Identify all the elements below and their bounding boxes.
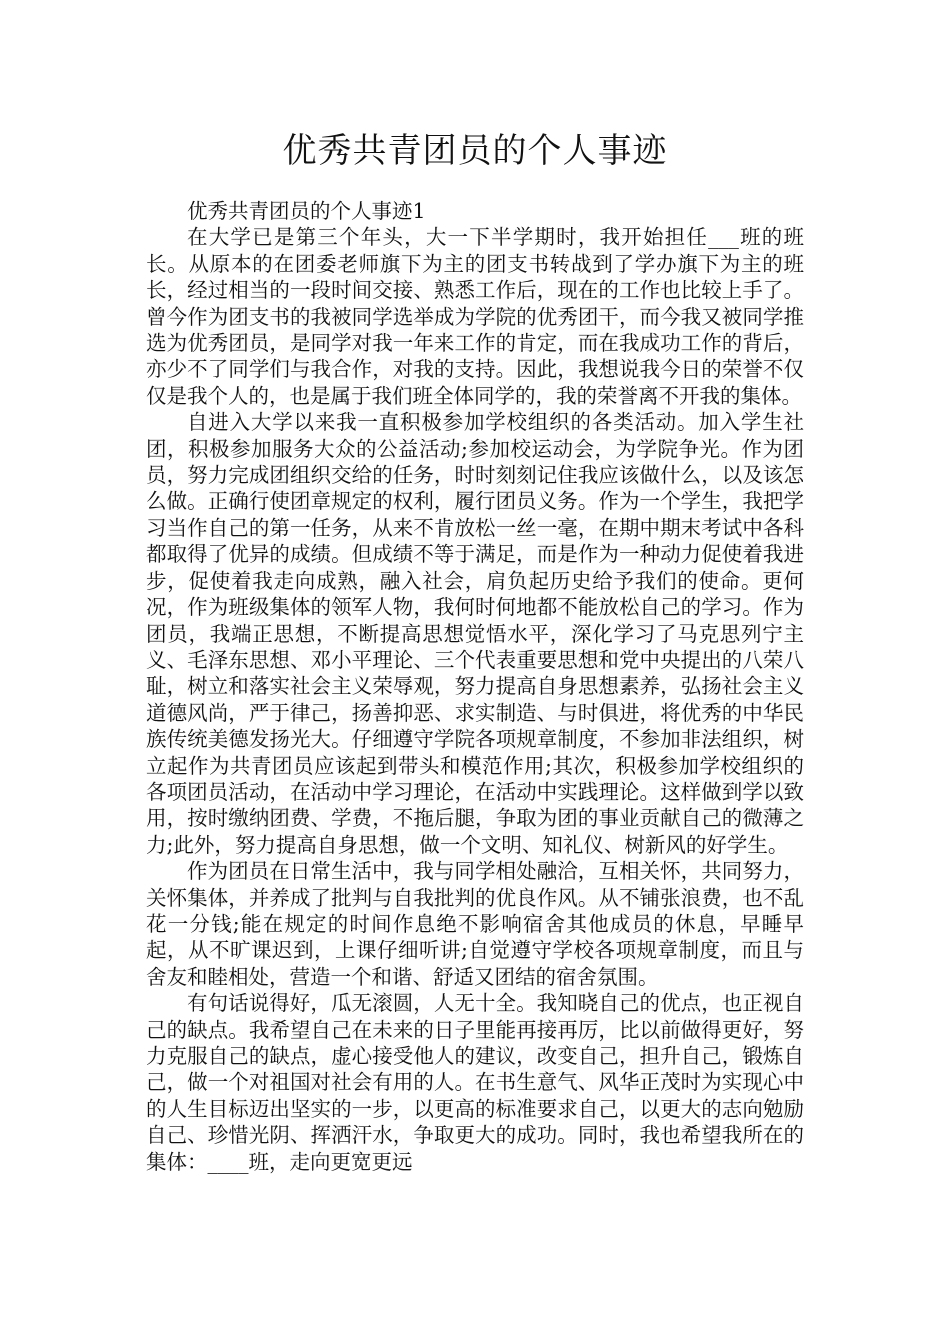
document-body (146, 198, 804, 1175)
section-heading: 优秀共青团员的个人事迹1 (187, 199, 426, 223)
document-title: 优秀共青团员的个人事迹 (282, 131, 668, 171)
paragraph-3: 作为团员在日常生活中，我与同学相处融洽，互相关怀，共同努力，关怀集体，并养成了批判与自我批判的优良作风。从不铺张浪费，也不乱花一分钱;能在规定的时间作息绝不影响宿舍其他成员的休息，早睡早起，从不旷课迟到，上课仔细听讲;自觉遵守学校各项规章制度，而且与舍友和睦相处，营造一个和谐、舒适又团结的宿舍氛围。 (146, 859, 804, 989)
paragraph-1: 在大学已是第三个年头，大一下半学期时，我开始担任___班的班长。从原本的在团委老师旗下为主的团支书转战到了学办旗下为主的班长，经过相当的一段时间交接、熟悉工作后，现在的工作也比较上手了。曾今作为团支书的我被同学选举成为学院的优秀团干，而今我又被同学推选为优秀团员，是同学对我一年来工作的肯定，而在我成功工作的背后，亦少不了同学们与我合作，对我的支持。因此，我想说我今日的荣誉不仅仅是我个人的，也是属于我们班全体同学的，我的荣誉离不开我的集体。 (146, 225, 804, 408)
paragraph-4: 有句话说得好，瓜无滚圆，人无十全。我知晓自己的优点，也正视自己的缺点。我希望自己在未来的日子里能再接再厉，比以前做得更好，努力克服自己的缺点，虚心接受他人的建议，改变自己，担升自己，锻炼自己，做一个对祖国对社会有用的人。在书生意气、风华正茂时为实现心中的人生目标迈出坚实的一步，以更高的标准要求自己，以更大的志向勉励自己、珍惜光阴、挥洒汗水，争取更大的成功。同时，我也希望我所在的集体：____班，走向更宽更远 (146, 991, 804, 1174)
paragraph-2: 自进入大学以来我一直积极参加学校组织的各类活动。加入学生社团，积极参加服务大众的公益活动;参加校运动会，为学院争光。作为团员，努力完成团组织交给的任务，时时刻刻记住我应该做什么，以及该怎么做。正确行使团章规定的权利，履行团员义务。作为一个学生，我把学习当作自己的第一任务，从来不肯放松一丝一毫，在期中期末考试中各科都取得了优异的成绩。但成绩不等于满足，而是作为一种动力促使着我进步，促使着我走向成熟，融入社会，肩负起历史给予我们的使命。更何况，作为班级集体的领军人物，我何时何地都不能放松自己的学习。作为团员，我端正思想，不断提高思想觉悟水平，深化学习了马克思列宁主义、毛泽东思想、邓小平理论、三个代表重要思想和党中央提出的八荣八耻，树立和落实社会主义荣辱观，努力提高自身思想素养，弘扬社会主义道德风尚，严于律己，扬善抑恶、求实制造、与时俱进，将优秀的中华民族传统美德发扬光大。仔细遵守学院各项规章制度，不参加非法组织，树立起作为共青团员应该起到带头和模范作用;其次，积极参加学校组织的各项团员活动，在活动中学习理论，在活动中实践理论。这样做到学以致用，按时缴纳团费、学费，不拖后腿，争取为团的事业贡献自己的微薄之力;此外，努力提高自身思想，做一个文明、知礼仪、树新风的好学生。 (146, 410, 804, 857)
